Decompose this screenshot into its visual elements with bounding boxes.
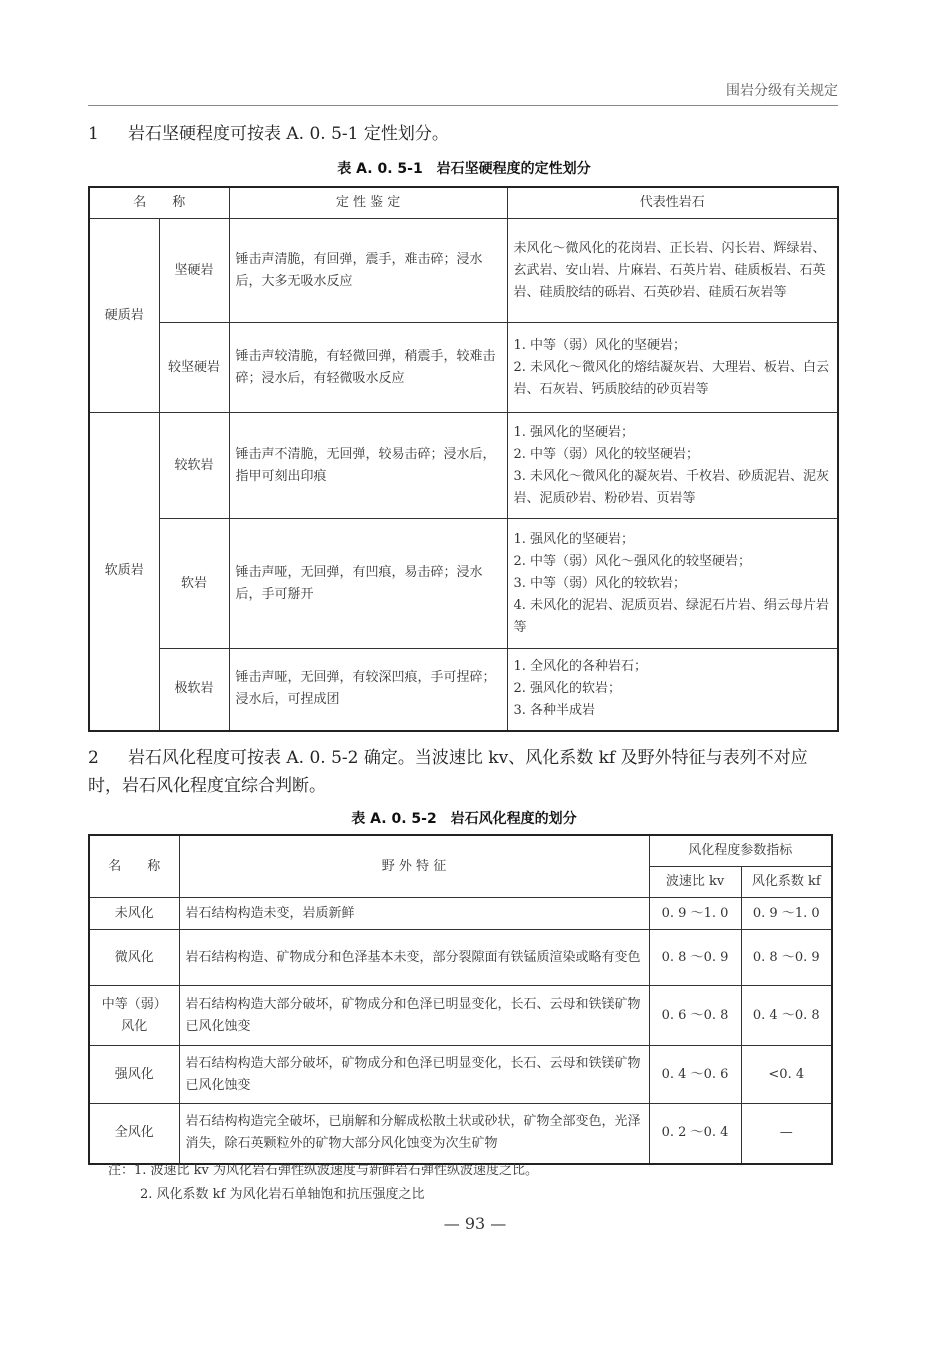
section-2-number: 2	[88, 748, 99, 768]
rock-name: 较软岩	[159, 413, 229, 519]
header-wave-ratio: 波速比 kv	[649, 867, 741, 898]
field-feature: 岩石结构构造大部分破坏，矿物成分和色泽已明显变化，长石、云母和铁镁矿物已风化蚀变	[179, 986, 649, 1046]
weathering-coef: 0. 4 ～0. 8	[741, 986, 832, 1046]
representative-rocks	[507, 413, 838, 519]
wave-ratio: 0. 4 ～0. 6	[649, 1046, 741, 1104]
page-number: — 93 —	[443, 1214, 507, 1233]
wave-ratio: 0. 6 ～0. 8	[649, 986, 741, 1046]
running-header: 围岩分级有关规定	[726, 83, 838, 99]
qualitative-text: 锤击声不清脆，无回弹，较易击碎；浸水后，指甲可刻出印痕	[229, 413, 507, 519]
rock-name: 软岩	[159, 519, 229, 649]
qualitative-text: 锤击声较清脆，有轻微回弹，稍震手，较难击碎；浸水后，有轻微吸水反应	[229, 323, 507, 413]
rep-line: 4. 未风化的泥岩、泥质页岩、绿泥石片岩、绢云母片岩等	[513, 597, 830, 635]
representative-rocks	[507, 649, 838, 731]
rock-name: 极软岩	[159, 649, 229, 731]
rock-hardness-table	[88, 186, 839, 732]
rock-name: 坚硬岩	[159, 219, 229, 323]
table-note-2: 2. 风化系数 kf 为风化岩石单轴饱和抗压强度之比	[140, 1187, 425, 1202]
field-feature: 岩石结构构造完全破坏，已崩解和分解成松散土状或砂状，矿物全部变色，光泽消失，除石英颗粒外的矿物大部分风化蚀变为次生矿物	[179, 1104, 649, 1164]
field-feature: 岩石结构构造大部分破坏，矿物成分和色泽已明显变化，长石、云母和铁镁矿物已风化蚀变	[179, 1046, 649, 1104]
wave-ratio: 0. 2 ～0. 4	[649, 1104, 741, 1164]
rep-line: 2. 未风化～微风化的熔结凝灰岩、大理岩、板岩、白云岩、石灰岩、钙质胶结的砂页岩等	[513, 359, 830, 397]
group-label-soft: 软质岩	[89, 413, 159, 731]
field-feature: 岩石结构构造、矿物成分和色泽基本未变，部分裂隙面有铁锰质渲染或略有变色	[179, 930, 649, 986]
representative-rocks	[507, 219, 838, 323]
rep-line: 未风化～微风化的花岗岩、正长岩、闪长岩、辉绿岩、玄武岩、安山岩、片麻岩、石英片岩、硅质板岩、石英岩、硅质胶结的砾岩、石英砂岩、硅质石灰岩等	[513, 240, 826, 300]
weathering-coef: <0. 4	[741, 1046, 832, 1104]
weathering-name: 微风化	[89, 930, 179, 986]
weathering-coef: 0. 9 ～1. 0	[741, 898, 832, 930]
header-representative: 代表性岩石	[507, 187, 838, 219]
header-name: 名 称	[89, 835, 179, 898]
rep-line: 1. 全风化的各种岩石；	[513, 659, 648, 675]
weathering-coef: —	[741, 1104, 832, 1164]
section-1-number: 1	[88, 124, 99, 144]
header-rule	[88, 105, 838, 106]
rep-line: 3. 未风化～微风化的凝灰岩、千枚岩、砂质泥岩、泥灰岩、泥质砂岩、粉砂岩、页岩等	[513, 468, 830, 506]
weathering-name: 未风化	[89, 898, 179, 930]
weathering-name: 强风化	[89, 1046, 179, 1104]
rep-line: 1. 强风化的坚硬岩；	[513, 531, 635, 547]
rep-line: 2. 中等（弱）风化～强风化的较坚硬岩；	[513, 553, 752, 569]
table-2-caption: 表 A. 0. 5-2 岩石风化程度的划分	[351, 811, 577, 827]
qualitative-text: 锤击声清脆，有回弹，震手，难击碎；浸水后，大多无吸水反应	[229, 219, 507, 323]
rep-line: 3. 中等（弱）风化的较软岩；	[513, 575, 687, 591]
rep-line: 1. 强风化的坚硬岩；	[513, 424, 635, 440]
group-label-hard: 硬质岩	[89, 219, 159, 413]
rep-line: 2. 中等（弱）风化的较坚硬岩；	[513, 446, 700, 462]
field-feature: 岩石结构构造未变，岩质新鲜	[179, 898, 649, 930]
rock-name: 较坚硬岩	[159, 323, 229, 413]
weathering-coef: 0. 8 ～0. 9	[741, 930, 832, 986]
header-qualitative: 定 性 鉴 定	[229, 187, 507, 219]
section-1-text: 岩石坚硬程度可按表 A. 0. 5-1 定性划分。	[128, 124, 449, 144]
rep-line: 2. 强风化的软岩；	[513, 681, 622, 697]
qualitative-text: 锤击声哑，无回弹，有凹痕，易击碎；浸水后，手可掰开	[229, 519, 507, 649]
header-parameters: 风化程度参数指标	[649, 835, 832, 867]
wave-ratio: 0. 9 ～1. 0	[649, 898, 741, 930]
section-1-paragraph	[88, 120, 840, 148]
rep-line: 1. 中等（弱）风化的坚硬岩；	[513, 337, 687, 353]
weathering-degree-table	[88, 834, 833, 1165]
section-2-text: 岩石风化程度可按表 A. 0. 5-2 确定。当波速比 kv、风化系数 kf 及野外特征与表列不对应时，岩石风化程度宜综合判断。	[88, 748, 808, 796]
qualitative-text: 锤击声哑，无回弹，有较深凹痕，手可捏碎；浸水后，可捏成团	[229, 649, 507, 731]
weathering-name: 中等（弱）风化	[89, 986, 179, 1046]
representative-rocks	[507, 323, 838, 413]
table-note-1: 注：1. 波速比 kv 为风化岩石弹性纵波速度与新鲜岩石弹性纵波速度之比。	[108, 1163, 539, 1178]
weathering-name: 全风化	[89, 1104, 179, 1164]
header-field-feature: 野 外 特 征	[179, 835, 649, 898]
section-2-paragraph	[88, 744, 840, 800]
rep-line: 3. 各种半成岩	[513, 703, 596, 719]
table-1-caption: 表 A. 0. 5-1 岩石坚硬程度的定性划分	[337, 161, 591, 177]
wave-ratio: 0. 8 ～0. 9	[649, 930, 741, 986]
header-weathering-coef: 风化系数 kf	[741, 867, 832, 898]
header-name: 名 称	[89, 187, 229, 219]
representative-rocks	[507, 519, 838, 649]
